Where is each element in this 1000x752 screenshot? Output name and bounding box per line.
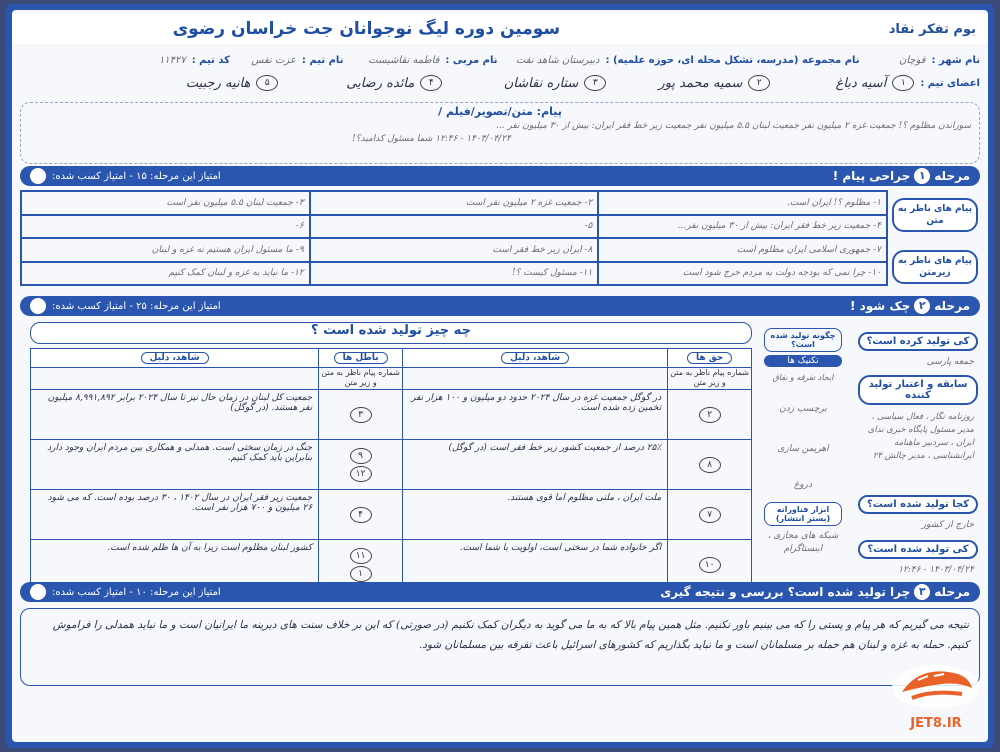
how-produced-label: چگونه تولید شده است؟ [764, 328, 842, 352]
truth-msgnum-subheader: شماره پیام ناظر به متن و زیر متن [667, 368, 751, 389]
coach-value: فاطمه نقاشیست [368, 54, 440, 66]
stage2-number: ۲ [914, 298, 930, 314]
where-produced-label: کجا تولید شده است؟ [858, 495, 978, 514]
team-value: عزت نفس [251, 54, 296, 66]
tools-label: ابزار فناورانه (بستر انتشار) [764, 502, 842, 526]
stage1-label: مرحله [934, 169, 970, 183]
member-name: آسیه دباغ [835, 75, 887, 91]
message-cell[interactable]: ۱۱- مسئول کیست ؟! [310, 262, 599, 286]
message-box [20, 102, 980, 164]
false-evidence[interactable]: جنگ در زمان سختی است. همدلی و همکاری بین مردم ایران وجود دارد بنابراین باید کمک کنیم. [47, 443, 313, 463]
message-cell[interactable]: ۱۲- ما نباید به غزه و لبنان کمک کنیم [21, 262, 310, 286]
member-number: ۱ [892, 75, 914, 91]
truth-evidence-header: شاهد، دلیل [501, 352, 569, 364]
what-produced-question: چه چیز تولید شده است ؟ [30, 322, 752, 344]
when-produced-label: کی تولید شده است؟ [858, 540, 978, 559]
worksheet-frame [6, 4, 994, 748]
false-msg-number: ۹ [350, 448, 372, 464]
truth-msg-number: ۸ [699, 457, 721, 473]
techniques-label: تکنیک ها [764, 355, 842, 367]
truth-msg-number: ۷ [699, 507, 721, 523]
code-label: کد تیم : [191, 54, 230, 66]
background-value: روزنامه نگار ، فعال سیاسی ، مدیر مسئول پایگاه خبری ندای ایران ، سردبیر ماهنامه ایرانشناسی ، مدیر چالش ۲۴ [867, 412, 974, 461]
false-evidence[interactable]: کشور لبنان مظلوم است زیرا به آن ها ظلم شده است. [107, 543, 313, 553]
message-cell[interactable]: ۶- [21, 215, 310, 239]
stage1-number: ۱ [914, 168, 930, 184]
member-number: ۴ [420, 75, 442, 91]
stage2-score: امتیاز این مرحله: ۲۵ - امتیاز کسب شده: [52, 300, 221, 312]
where-produced-value: خارج از کشور [921, 520, 974, 530]
message-cell[interactable]: ۴- جمعیت زیر خط فقر ایران: بیش از ۳۰ میلیون نفر... [598, 215, 887, 239]
technique-item: ایجاد تفرقه و نفاق [772, 373, 834, 382]
false-msg-number: ۱۲ [350, 466, 372, 482]
message-line-2: ۱۴۰۳/۰۴/۲۴ - ۱۲:۴۶ شما مسئول کدامید؟! [352, 134, 511, 144]
subheader-row [31, 367, 751, 389]
stage1-score-circle[interactable] [30, 168, 46, 184]
canvas-title: بوم تفکر نقاد [888, 21, 976, 37]
member-name: مائده رضایی [346, 75, 415, 91]
false-msg-number: ۱ [350, 566, 372, 582]
collection-value: دبیرستان شاهد نفت [515, 54, 600, 66]
truth-msg-number: ۱۰ [699, 557, 721, 573]
stage3-number: ۳ [914, 584, 930, 600]
title-bar [12, 14, 988, 44]
table-row [31, 439, 751, 489]
table-row [31, 389, 751, 439]
members-label: اعضای تیم : [920, 77, 980, 89]
truths-header: حق ها [687, 352, 732, 364]
member-number: ۳ [584, 75, 606, 91]
info-row [20, 50, 980, 70]
truth-evidence[interactable]: در گوگل جمعیت غزه در سال ۲۰۲۴ حدود دو میلیون و ۱۰۰ هزار نفر تخمین زده شده است. [402, 390, 667, 439]
false-msg-number: ۳ [350, 407, 372, 423]
background-label: سابقه و اعتبار تولید کننده [858, 375, 978, 405]
technique-item: اهریمن سازی [777, 444, 829, 454]
false-msg-number: ۴ [350, 507, 372, 523]
stage3-score-circle[interactable] [30, 584, 46, 600]
who-produced-label: کی تولید کرده است؟ [858, 332, 978, 351]
techniques-column [764, 328, 842, 556]
stage1-score: امتیاز این مرحله: ۱۵ - امتیاز کسب شده: [52, 170, 221, 182]
text-messages-pill: پیام های ناظر به متن [892, 198, 978, 232]
stage3-bar [20, 582, 980, 602]
stage1-grid [20, 190, 888, 286]
stage1-bar [20, 166, 980, 186]
stage2-bar [20, 296, 980, 316]
message-cell[interactable]: ۵- [310, 215, 599, 239]
falses-header: باطل ها [334, 352, 388, 364]
producer-column [852, 328, 978, 577]
member-number: ۲ [748, 75, 770, 91]
false-evidence[interactable]: جمعیت زیر فقر ایران در سال ۱۴۰۲ ، ۳۰ درصد بوده است. که می شود ۲۶ میلیون و ۷۰۰ هزار نفر است. [47, 493, 313, 513]
false-msgnum-subheader: شماره پیام ناظر به متن و زیر متن [318, 368, 402, 389]
stage1-title [833, 168, 970, 184]
truth-evidence[interactable]: ملت ایران ، ملتی مظلوم اما قوی هستند. [402, 490, 667, 539]
message-cell[interactable]: ۲- جمعیت غزه ۲ میلیون نفر است [310, 191, 599, 215]
technique-item: دروغ [793, 480, 813, 490]
code-value: ۱۱۴۲۷ [158, 54, 186, 66]
league-title: سومین دوره لیگ نوجوانان جت خراسان رضوی [172, 19, 561, 39]
message-cell[interactable]: ۹- ما مسئول ایران هستیم نه غزه و لبنان [21, 238, 310, 262]
member-name: سمیه محمد پور [658, 75, 743, 91]
truth-false-table [30, 348, 752, 590]
member-name: ستاره نقاشان [503, 75, 579, 91]
stage3-score: امتیاز این مرحله: ۱۰ - امتیاز کسب شده: [52, 586, 221, 598]
who-produced-value: جمعه پارسی [926, 357, 974, 367]
truth-evidence[interactable]: اگر خانواده شما در سختی است، اولویت با شما است. [402, 540, 667, 589]
message-label: پیام: متن/تصویر/فیلم / [438, 105, 562, 118]
stage3-name: چرا تولید شده است؟ بررسی و نتیجه گیری [660, 585, 911, 599]
stage2-title [850, 298, 970, 314]
city-value: قوچان [899, 54, 926, 66]
false-evidence[interactable]: جمعیت کل لبنان در زمان حال نیز تا سال ۲۰۲۴ برابر ۸,۹۹۱,۸۹۲ میلیون نفر هستند. (در گوگل) [47, 393, 313, 413]
message-cell[interactable]: ۱۰- چرا نمی که بودجه دولت به مردم خرج شود است [598, 262, 887, 286]
team-label: نام تیم : [301, 54, 344, 66]
table-header [31, 349, 751, 367]
watermark-text: JET8.IR [910, 716, 962, 731]
message-cell[interactable]: ۷- جمهوری اسلامی ایران مظلوم است [598, 238, 887, 262]
stage2-name: چک شود ! [850, 299, 911, 313]
stage3-label: مرحله [934, 585, 970, 599]
stage2-label: مرحله [934, 299, 970, 313]
table-row [31, 489, 751, 539]
stage3-title [660, 584, 970, 600]
conclusion-text[interactable]: نتیجه می گیریم که هر پیام و پستی را که می بینیم باور نکنیم. مثل همین پیام بالا که به ما می گوید به دیگران کمک نکنیم (در صورتی) که این بر خلاف سنت های دیرینه ما ایرانیان است و ما نباید همدلی را فراموش کنیم. حمله به غزه و لبنان هم حمله بر مسلمانان است و ما نباید بگذاریم که کشورهای اسرائیل باعث تفرقه بین مسلمانان شود. [20, 608, 980, 686]
jet-logo-icon [888, 662, 984, 712]
truth-evidence[interactable]: ۲۵٪ درصد از جمعیت کشور زیر خط فقر است (در گوگل) [402, 440, 667, 489]
city-label: نام شهر : [931, 54, 980, 66]
truth-msg-number: ۲ [699, 407, 721, 423]
message-line-1: سوزاندن مظلوم ؟! جمعیت غزه ۲ میلیون نفر جمعیت لبنان ۵.۵ میلیون نفر جمعیت زیر خط فقر ایران: بیش از ۳۰ میلیون نفر ... [496, 121, 971, 131]
false-msg-number: ۱۱ [350, 548, 372, 564]
false-evidence-header: شاهد، دلیل [141, 352, 209, 364]
technique-item: برچسب زدن [779, 404, 827, 414]
message-cell[interactable]: ۳- جمعیت لبنان ۵.۵ میلیون نفر است [21, 191, 310, 215]
tools-value: شبکه های مجازی ، اینستاگرام [767, 531, 839, 554]
worksheet-paper [12, 10, 988, 742]
members-row [20, 72, 980, 94]
when-produced-value: ۱۴۰۳/۰۴/۲۴ - ۱۲:۴۶ [898, 565, 974, 575]
message-cell[interactable]: ۸- ایران زیر خط فقر است [310, 238, 599, 262]
message-cell[interactable]: ۱- مظلوم ؟! ایران است. [598, 191, 887, 215]
subtext-messages-pill: پیام های ناظر به زیرمتن [892, 250, 978, 284]
stage2-score-circle[interactable] [30, 298, 46, 314]
coach-label: نام مربی : [445, 54, 498, 66]
member-name: هانیه رجبیت [185, 75, 251, 91]
collection-label: نام مجموعه (مدرسه، تشکل محله ای، حوزه علمیه) : [605, 54, 860, 66]
member-number: ۵ [256, 75, 278, 91]
jet-logo [888, 662, 984, 730]
stage1-name: جراحی پیام ! [832, 169, 911, 183]
